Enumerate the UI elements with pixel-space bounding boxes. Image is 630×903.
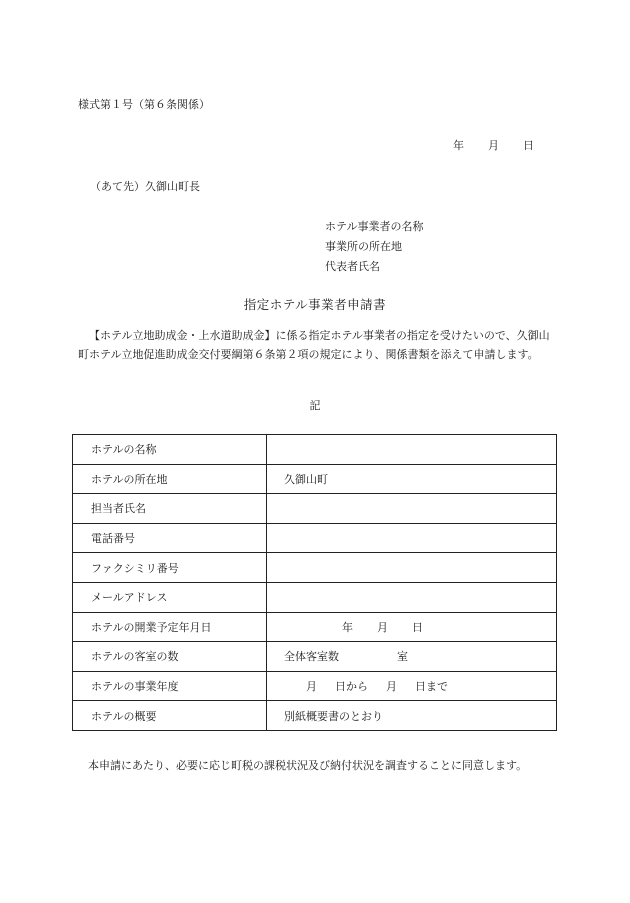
row-label: ファクシミリ番号 bbox=[73, 553, 267, 583]
table-row bbox=[73, 671, 557, 701]
room-count-prefix: 全体客室数 bbox=[284, 650, 339, 664]
table-row bbox=[73, 642, 557, 672]
row-label: ホテルの客室の数 bbox=[73, 642, 267, 672]
table-row bbox=[73, 612, 557, 642]
applicant-representative-label: 代表者氏名 bbox=[325, 260, 380, 273]
email-field[interactable] bbox=[267, 582, 557, 612]
date-line bbox=[453, 137, 534, 153]
opening-day: 日 bbox=[412, 620, 423, 634]
row-label: ホテルの事業年度 bbox=[73, 671, 267, 701]
table-row bbox=[73, 553, 557, 583]
table-row bbox=[73, 582, 557, 612]
to-month: 月 bbox=[386, 680, 397, 694]
application-body-text: 【ホテル立地助成金・上水道助成金】に係る指定ホテル事業者の指定を受けたいので、久御山町ホテル立地促進助成金交付要綱第６条第２項の規定により、関係書類を添えて申請します。 bbox=[78, 329, 550, 361]
ki-heading: 記 bbox=[309, 399, 321, 412]
hotel-info-table bbox=[72, 434, 557, 731]
addressee: （あて先）久御山町長 bbox=[90, 180, 200, 193]
date-month: 月 bbox=[488, 139, 499, 152]
opening-date-field[interactable] bbox=[267, 612, 557, 642]
from-day: 日から bbox=[335, 680, 368, 694]
consent-statement: 本申請にあたり、必要に応じ町税の課税状況及び納付状況を調査することに同意します。 bbox=[88, 759, 528, 772]
hotel-name-field[interactable] bbox=[267, 435, 557, 465]
room-count-unit: 室 bbox=[397, 650, 408, 664]
overview-field[interactable]: 別紙概要書のとおり bbox=[267, 701, 557, 731]
to-day: 日まで bbox=[415, 680, 448, 694]
table-row bbox=[73, 701, 557, 731]
row-label: ホテルの名称 bbox=[73, 435, 267, 465]
row-label: 電話番号 bbox=[73, 523, 267, 553]
business-year-field[interactable] bbox=[267, 671, 557, 701]
fax-field[interactable] bbox=[267, 553, 557, 583]
row-label: メールアドレス bbox=[73, 582, 267, 612]
applicant-name-label: ホテル事業者の名称 bbox=[325, 220, 424, 233]
table-row bbox=[73, 435, 557, 465]
row-label: ホテルの所在地 bbox=[73, 464, 267, 494]
table-row bbox=[73, 464, 557, 494]
hotel-address-field[interactable]: 久御山町 bbox=[267, 464, 557, 494]
opening-month: 月 bbox=[377, 620, 388, 634]
row-label: ホテルの概要 bbox=[73, 701, 267, 731]
from-month: 月 bbox=[306, 680, 317, 694]
phone-field[interactable] bbox=[267, 523, 557, 553]
table-row bbox=[73, 523, 557, 553]
room-count-field[interactable] bbox=[267, 642, 557, 672]
table-row bbox=[73, 494, 557, 524]
date-year: 年 bbox=[453, 139, 464, 152]
date-day: 日 bbox=[523, 139, 534, 152]
form-number: 様式第１号（第６条関係） bbox=[78, 98, 210, 111]
applicant-address-label: 事業所の所在地 bbox=[325, 240, 402, 253]
document-title: 指定ホテル事業者申請書 bbox=[243, 297, 387, 312]
row-label: 担当者氏名 bbox=[73, 494, 267, 524]
opening-year: 年 bbox=[342, 620, 353, 634]
contact-person-field[interactable] bbox=[267, 494, 557, 524]
row-label: ホテルの開業予定年月日 bbox=[73, 612, 267, 642]
